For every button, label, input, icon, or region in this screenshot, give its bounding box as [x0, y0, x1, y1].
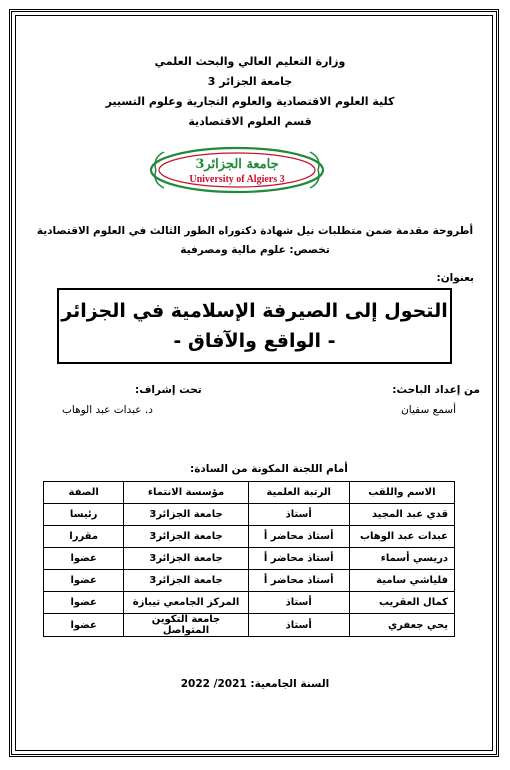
table-header-row — [44, 482, 455, 504]
table-row — [44, 570, 455, 592]
header-institution: مؤسسة الانتماء — [124, 482, 248, 504]
header-role: الصفة — [44, 482, 124, 504]
thesis-title: التحول إلى الصيرفة الإسلامية في الجزائر — [61, 300, 448, 322]
supervision-label: تحت إشراف: — [135, 384, 202, 396]
member-role: عضوا — [44, 592, 124, 614]
department-line: قسم العلوم الاقتصادية — [188, 115, 312, 128]
title-label: بعنوان: — [436, 272, 474, 284]
thesis-line: أطروحة مقدمة ضمن متطلبات نيل شهادة دكتوراه الطور الثالث في العلوم الاقتصادية — [36, 225, 474, 237]
member-name: فلياشي سامية — [349, 570, 454, 592]
member-institution: جامعة الجزائر3 — [124, 570, 248, 592]
member-role: مقررا — [44, 526, 124, 548]
author-name: أسمع سفيان — [401, 404, 456, 416]
committee-label: أمام اللجنة المكونة من السادة: — [190, 463, 348, 475]
header-name: الاسم واللقب — [349, 482, 454, 504]
thesis-description — [30, 222, 480, 260]
member-name: كمال العقريب — [349, 592, 454, 614]
supervisor-name: د. عبدات عبد الوهاب — [62, 404, 153, 416]
member-name: قدي عبد المجيد — [349, 504, 454, 526]
member-institution: جامعة الجزائر3 — [124, 504, 248, 526]
table-row — [44, 592, 455, 614]
member-rank: أستاذ — [248, 504, 349, 526]
institution-header — [40, 52, 460, 132]
table-row — [44, 548, 455, 570]
member-institution: المركز الجامعي تيبازة — [124, 592, 248, 614]
member-rank: أستاذ محاضر أ — [248, 548, 349, 570]
member-role: عضوا — [44, 570, 124, 592]
thesis-subtitle: - الواقع والآفاق - — [173, 330, 336, 352]
member-role: عضوا — [44, 614, 124, 637]
university-line: جامعة الجزائر 3 — [207, 75, 293, 88]
table-row — [44, 526, 455, 548]
member-name: عبدات عبد الوهاب — [349, 526, 454, 548]
logo-arabic-text: جامعة الجزائر3 — [195, 157, 279, 172]
member-institution: جامعة التكوين المتواصل — [124, 614, 248, 637]
member-name: يحي جعفري — [349, 614, 454, 637]
member-role: عضوا — [44, 548, 124, 570]
member-name: دريسي أسماء — [349, 548, 454, 570]
member-rank: أستاذ — [248, 592, 349, 614]
ministry-line: وزارة التعليم العالي والبحث العلمي — [154, 55, 346, 68]
specialty-line: تخصص: علوم مالية ومصرفية — [180, 244, 330, 256]
prepared-by-label: من إعداد الباحث: — [392, 384, 480, 396]
member-rank: أستاذ — [248, 614, 349, 637]
table-row — [44, 504, 455, 526]
header-rank: الرتبة العلمية — [248, 482, 349, 504]
member-institution: جامعة الجزائر3 — [124, 548, 248, 570]
member-rank: أستاذ محاضر أ — [248, 526, 349, 548]
member-rank: أستاذ محاضر أ — [248, 570, 349, 592]
member-role: رئيسا — [44, 504, 124, 526]
member-institution: جامعة الجزائر3 — [124, 526, 248, 548]
university-logo — [148, 146, 326, 194]
faculty-line: كلية العلوم الاقتصادية والعلوم التجارية وعلوم التسيير — [105, 95, 395, 108]
title-box — [57, 288, 452, 364]
table-row — [44, 614, 455, 637]
academic-year: السنة الجامعية: 2021/ 2022 — [180, 678, 330, 690]
logo-english-text: University of Algiers 3 — [189, 174, 285, 185]
committee-table — [43, 481, 455, 637]
